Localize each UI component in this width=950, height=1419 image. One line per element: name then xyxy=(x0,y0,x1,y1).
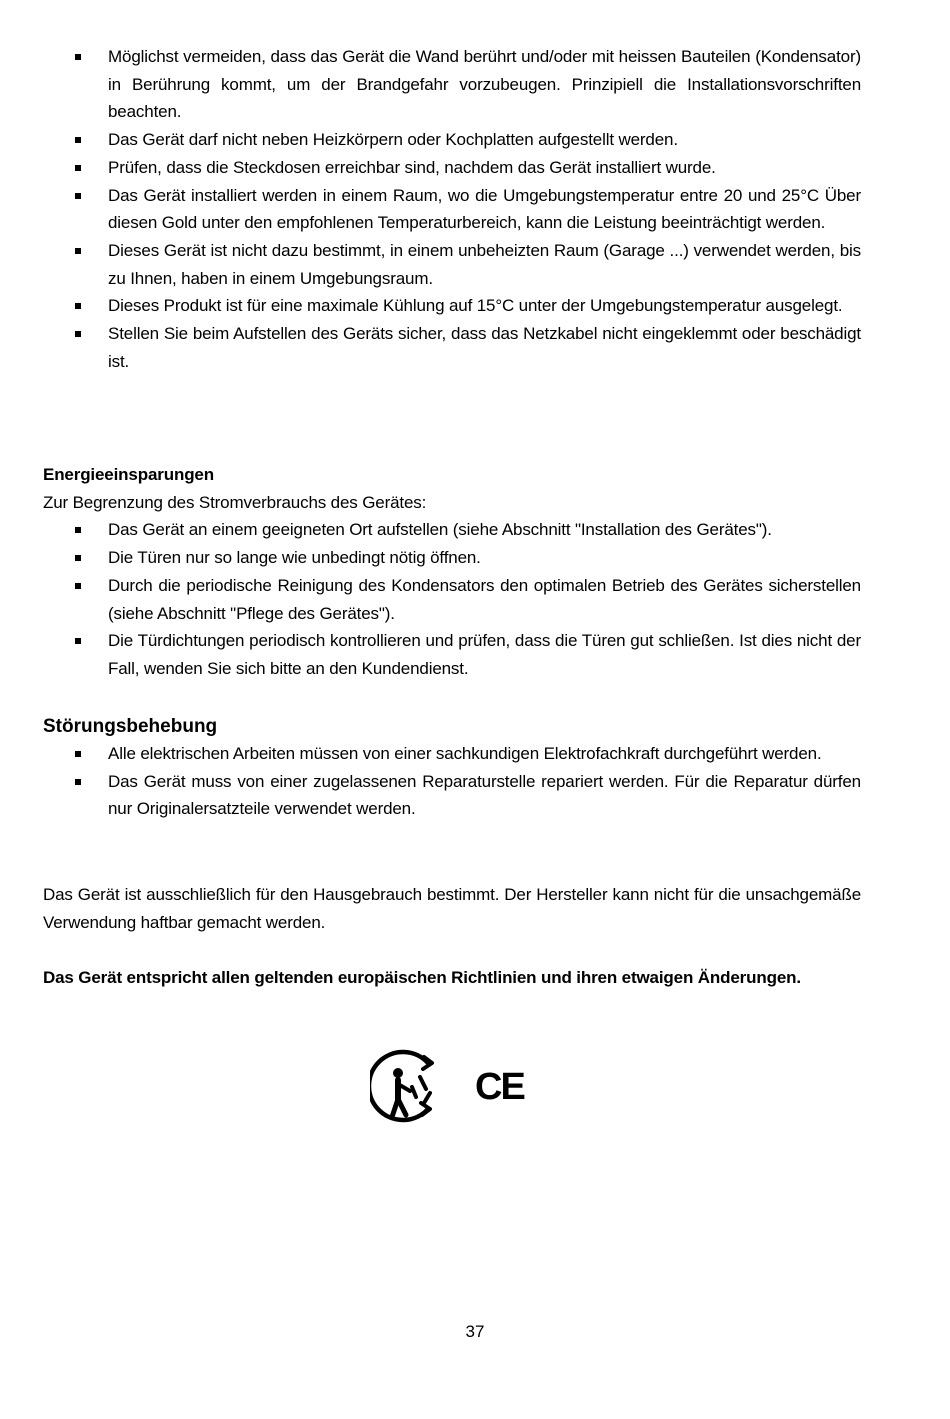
triman-recycling-icon xyxy=(370,1052,432,1120)
ce-mark-icon xyxy=(475,1066,524,1108)
certification-icons xyxy=(370,1047,530,1127)
list-item: Möglichst vermeiden, dass das Gerät die Wand berührt und/oder mit heissen Bauteilen (Kondensator) in Berührung kommt, um der Brandgefahr vorzubeugen. Prinzipiell die Installationsvorschriften beachten. xyxy=(43,43,861,126)
list-item: Das Gerät muss von einer zugelassenen Reparaturstelle repariert werden. Für die Reparatur dürfen nur Originalersatzteile verwendet werden. xyxy=(43,768,861,823)
list-item: Alle elektrischen Arbeiten müssen von einer sachkundigen Elektrofachkraft durchgeführt werden. xyxy=(43,740,861,768)
page-number: 37 xyxy=(465,1322,485,1341)
list-item: Dieses Produkt ist für eine maximale Kühlung auf 15°C unter der Umgebungstemperatur ausgelegt. xyxy=(43,292,861,320)
list-item: Die Türdichtungen periodisch kontrollieren und prüfen, dass die Türen gut schließen. Ist dies nicht der Fall, wenden Sie sich bitte an den Kundendienst. xyxy=(43,627,861,682)
energy-list xyxy=(43,516,861,682)
list-item: Das Gerät installiert werden in einem Raum, wo die Umgebungstemperatur entre 20 und 25°C Über diesen Gold unter den empfohlenen Temperaturbereich, kann die Leistung beeinträchtigt werden. xyxy=(43,182,861,237)
list-item: Dieses Gerät ist nicht dazu bestimmt, in einem unbeheizten Raum (Garage ...) verwendet werden, bis zu Ihnen, haben in einem Umgebungsraum. xyxy=(43,237,861,292)
energy-heading: Energieeinsparungen xyxy=(43,465,214,484)
svg-text:CE: CE xyxy=(475,1066,524,1108)
list-item: Stellen Sie beim Aufstellen des Geräts sicher, dass das Netzkabel nicht eingeklemmt oder beschädigt ist. xyxy=(43,320,861,375)
installation-notes xyxy=(43,43,861,375)
installation-list xyxy=(43,43,861,375)
list-item: Das Gerät an einem geeigneten Ort aufstellen (siehe Abschnitt "Installation des Gerätes"). xyxy=(43,516,861,544)
troubleshooting-heading: Störungsbehebung xyxy=(43,716,218,737)
household-note: Das Gerät ist ausschließlich für den Hausgebrauch bestimmt. Der Hersteller kann nicht für die unsachgemäße Verwendung haftbar gemacht werden. xyxy=(43,885,861,932)
list-item: Die Türen nur so lange wie unbedingt nötig öffnen. xyxy=(43,544,861,572)
energy-section xyxy=(43,461,861,683)
compliance-note: Das Gerät entspricht allen geltenden europäischen Richtlinien und ihren etwaigen Änderungen. xyxy=(43,968,801,987)
list-item: Prüfen, dass die Steckdosen erreichbar sind, nachdem das Gerät installiert wurde. xyxy=(43,154,861,182)
troubleshooting-list xyxy=(43,740,861,823)
list-item: Das Gerät darf nicht neben Heizkörpern oder Kochplatten aufgestellt werden. xyxy=(43,126,861,154)
troubleshooting-section xyxy=(43,713,861,823)
energy-intro: Zur Begrenzung des Stromverbrauchs des Gerätes: xyxy=(43,492,427,512)
list-item: Durch die periodische Reinigung des Kondensators den optimalen Betrieb des Gerätes sicherstellen (siehe Abschnitt "Pflege des Gerätes"). xyxy=(43,572,861,627)
